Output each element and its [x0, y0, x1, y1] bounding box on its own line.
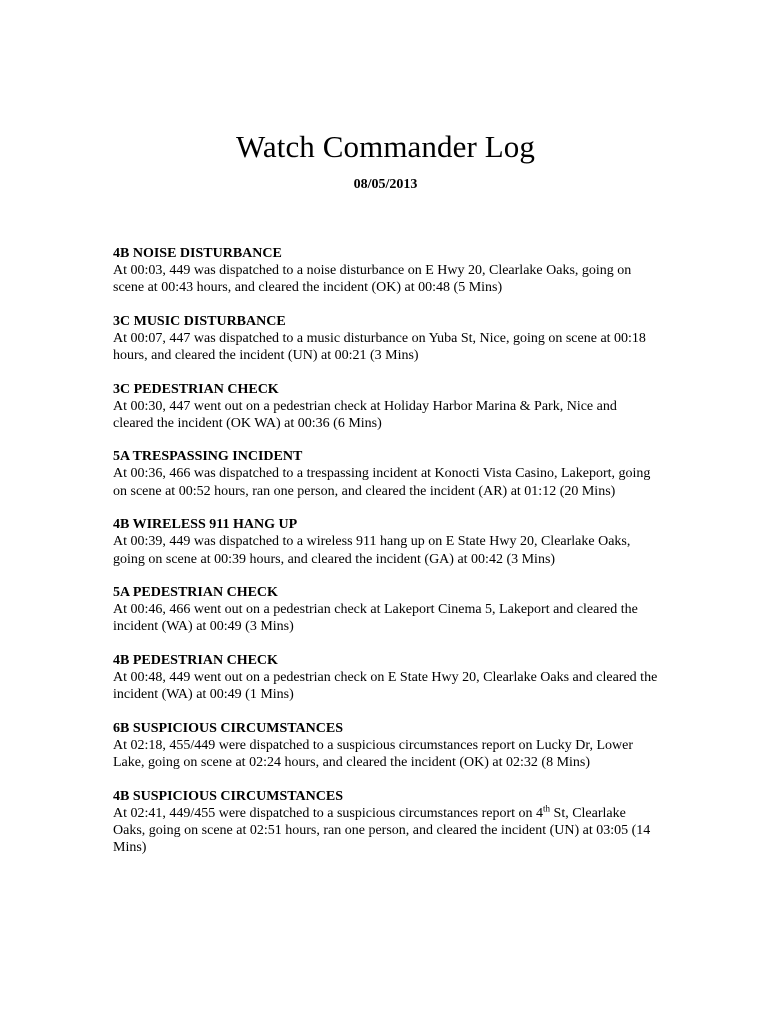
- entry-body-text: St, Clearlake Oaks, going on scene at 02:51 hours, ran one person, and cleared the incident (UN) at 03:05 (14 Mins): [113, 805, 651, 856]
- entry-body: At 02:18, 455/449 were dispatched to a suspicious circumstances report on Lucky Dr, Lower Lake, going on scene at 02:24 hours, and cleared the incident (OK) at 02:32 (8 Mins): [113, 737, 634, 771]
- entry-heading: 6B SUSPICIOUS CIRCUMSTANCES: [113, 720, 344, 736]
- entry-body: At 00:03, 449 was dispatched to a noise disturbance on E Hwy 20, Clearlake Oaks, going on scene at 00:43 hours, and cleared the incident (OK) at 00:48 (5 Mins): [113, 263, 632, 296]
- entry-body: At 00:39, 449 was dispatched to a wireless 911 hang up on E State Hwy 20, Clearlake Oaks, going on scene at 00:39 hours, and cleared the incident (GA) at 00:42 (3 Mins): [113, 534, 631, 567]
- log-entry: [113, 720, 658, 772]
- log-entry: [113, 584, 658, 636]
- entry-body: At 00:36, 466 was dispatched to a trespassing incident at Konocti Vista Casino, Lakeport, going on scene at 00:52 hours, ran one person, and cleared the incident (AR) at 01:12 (20 Mins): [113, 466, 651, 499]
- log-entry: [113, 448, 658, 500]
- entry-body: At 00:48, 449 went out on a pedestrian check on E State Hwy 20, Clearlake Oaks and cleared the incident (WA) at 00:49 (1 Mins): [113, 669, 658, 703]
- log-entry: [113, 652, 658, 704]
- entry-body-text: At 02:41, 449/455 were dispatched to a suspicious circumstances report on 4: [113, 805, 544, 821]
- entry-heading: 4B SUSPICIOUS CIRCUMSTANCES: [113, 788, 344, 804]
- entry-heading: 4B NOISE DISTURBANCE: [113, 246, 282, 261]
- entry-heading: 3C MUSIC DISTURBANCE: [113, 313, 286, 329]
- log-entry: [113, 788, 658, 857]
- entry-heading: 4B WIRELESS 911 HANG UP: [113, 517, 298, 533]
- document-title: Watch Commander Log: [236, 129, 535, 164]
- entry-heading: 5A TRESPASSING INCIDENT: [113, 449, 303, 465]
- document-page: [113, 128, 658, 873]
- log-entry: [113, 381, 658, 433]
- log-entry: [113, 245, 658, 297]
- entry-body: [113, 802, 658, 857]
- log-entries: [113, 245, 658, 857]
- ordinal-superscript: th: [543, 802, 551, 813]
- entry-body: At 00:30, 447 went out on a pedestrian check at Holiday Harbor Marina & Park, Nice and cleared the incident (OK WA) at 00:36 (6 Mins): [113, 398, 617, 432]
- entry-heading: 3C PEDESTRIAN CHECK: [113, 381, 279, 397]
- entry-body: At 00:07, 447 was dispatched to a music disturbance on Yuba St, Nice, going on scene at 00:18 hours, and cleared the incident (UN) at 00:21 (3 Mins): [113, 330, 646, 364]
- document-date: 08/05/2013: [353, 177, 418, 192]
- entry-heading: 5A PEDESTRIAN CHECK: [113, 585, 278, 601]
- log-entry: [113, 516, 658, 568]
- log-entry: [113, 313, 658, 365]
- entry-body: At 00:46, 466 went out on a pedestrian check at Lakeport Cinema 5, Lakeport and cleared the incident (WA) at 00:49 (3 Mins): [113, 602, 638, 635]
- entry-heading: 4B PEDESTRIAN CHECK: [113, 652, 278, 668]
